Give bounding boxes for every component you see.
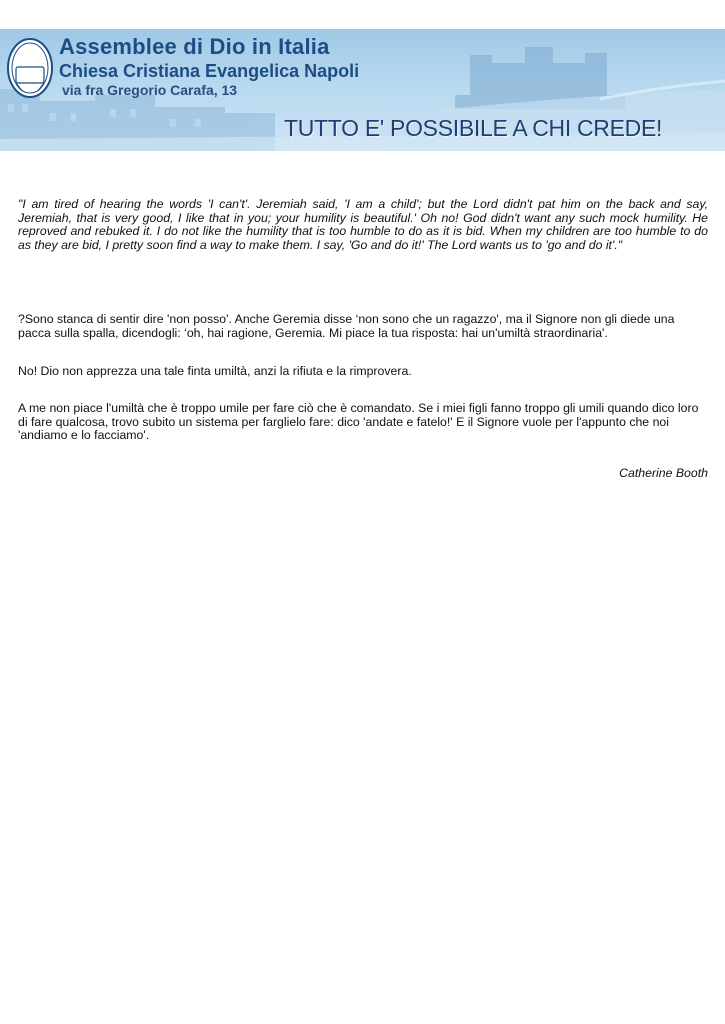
motto: TUTTO E' POSSIBILE A CHI CREDE! xyxy=(284,115,663,141)
adi-logo-icon xyxy=(6,37,54,99)
english-quote: "I am tired of hearing the words 'I can't'. Jeremiah said, 'I am a child'; but the Lord didn't pat him on the back and say, Jeremiah, that is very good, I like that in you; your humility is beautiful.' Oh no! God didn't want any such mock humility. He reproved and rebuked it. I do not like the humility that is too humble to do as it is bid. When my children are too humble to do as they are bid, I pretty soon find a way to make them. I say, 'Go and do it!' The Lord wants us to 'go and do it'." xyxy=(18,197,708,252)
church-address: via fra Gregorio Carafa, 13 xyxy=(62,82,238,98)
italian-paragraph-2: No! Dio non apprezza una tale finta umiltà, anzi la rifiuta e la rimprovera. xyxy=(18,363,412,378)
org-name: Assemblee di Dio in Italia xyxy=(59,34,330,59)
italian-paragraph-3: A me non piace l'umiltà che è troppo umile per fare ciò che è comandato. Se i miei figli fanno troppo gli umili quando dico loro di fare qualcosa, trovo subito un sistema per farglielo fare: dico 'andate e fatelo!' E il Signore vuole per l'appunto che noi 'andiamo e lo facciamo'. xyxy=(18,401,699,443)
adi-logo xyxy=(6,37,54,99)
article-body xyxy=(18,198,708,481)
quote-author: Catherine Booth xyxy=(619,465,708,480)
church-name: Chiesa Cristiana Evangelica Napoli xyxy=(59,61,360,81)
header-banner xyxy=(0,29,725,151)
italian-paragraph-1: ?Sono stanca di sentir dire 'non posso'. Anche Geremia disse ‘non sono che un ragazzo', ma il Signore non gli diede una pacca sulla spalla, dicendogli: ‘oh, hai ragione, Geremia. Mi piace la tua risposta: hai un'umiltà straordinaria'. xyxy=(18,312,675,340)
